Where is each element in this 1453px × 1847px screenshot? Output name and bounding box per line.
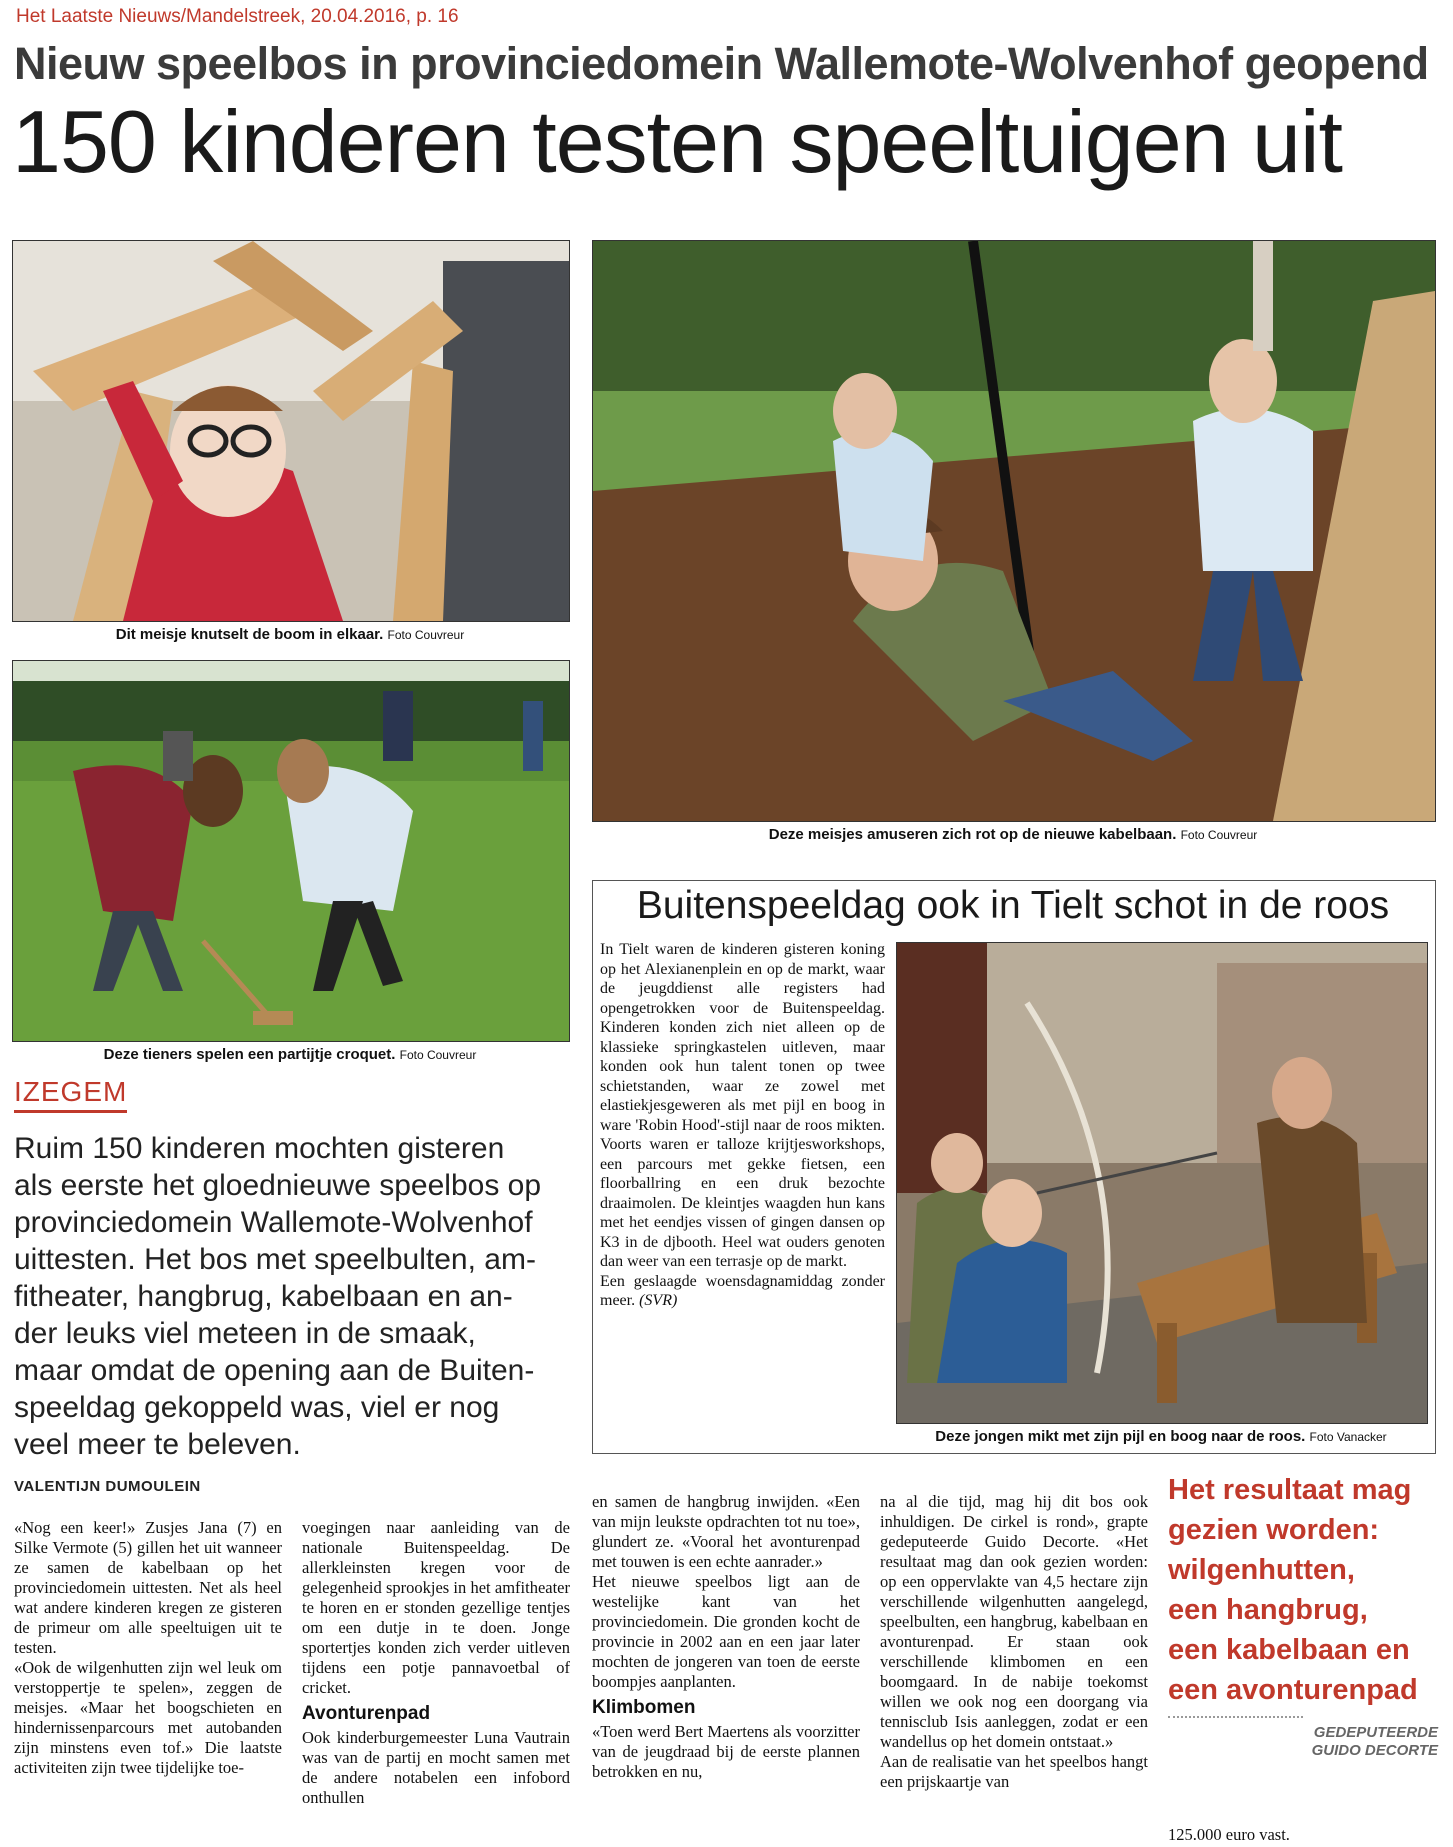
body-column-3: [592, 1492, 860, 1782]
caption-text: Deze tieners spelen een partijtje croquet.: [103, 1046, 396, 1063]
subhead-avonturenpad: Avonturenpad: [302, 1703, 431, 1724]
photo-cable-caption: [592, 826, 1434, 843]
caption-text: Dit meisje knutselt de boom in elkaar.: [115, 626, 384, 643]
intro-paragraph: [14, 1130, 554, 1463]
quote-line: een avonturenpad: [1168, 1674, 1418, 1706]
intro-line: provinciedomein Wallemote-Wolvenhof: [14, 1206, 533, 1239]
quote-line: gezien worden:: [1168, 1514, 1380, 1546]
box-text: [600, 940, 885, 1311]
intro-line: speeldag gekoppeld was, viel er nog: [14, 1391, 500, 1424]
quote-name: GUIDO DECORTE: [1311, 1742, 1438, 1759]
quote-divider: [1168, 1716, 1303, 1718]
body-column-2: [302, 1518, 570, 1808]
intro-line: Ruim 150 kinderen mochten gisteren: [14, 1132, 505, 1165]
intro-line: der leuks viel meteen in de smaak,: [14, 1317, 476, 1350]
box-paragraph: In Tielt waren de kinderen gisteren koning op het Alexianenplein en op de markt, waar de jeugddienst alle registers had opengetrokken voor de Buitenspeeldag. Kinderen konden zich niet alleen op de klassieke springkastelen uitleven, maar konden ook hun talent tonen op twee schietstanden, waar ze zowel met elastiekjesgeweren als met pijl en boog in ware 'Robin Hood'-stijl naar de roos mikten. Voorts waren er talloze krijtjesworkshops, een parcours met gekke fietsen, een floorballring en een druk bezochte draaimolen. De kleintjes waagden hun kans met het eendjes vissen of gingen dansen op K3 in de djbooth. Heel wat ouders genoten dan weer van een terrasje op de markt.: [600, 941, 885, 1270]
box-title: Buitenspeeldag ook in Tielt schot in de roos: [636, 884, 1390, 927]
pull-quote: [1168, 1470, 1438, 1710]
section-label: IZEGEM: [14, 1076, 127, 1113]
caption-text: Deze meisjes amuseren zich rot op de nieuwe kabelbaan.: [768, 826, 1177, 843]
photo-tree-girl-image: [13, 241, 569, 621]
box-author: (SVR): [639, 1292, 678, 1309]
photo-tree-girl: [12, 240, 570, 622]
main-headline: 150 kinderen testen speeltuigen uit: [12, 92, 1342, 191]
photo-croquet-caption: [12, 1046, 568, 1063]
quote-line: een kabelbaan en: [1168, 1634, 1410, 1666]
photo-cable-image: [593, 241, 1435, 821]
photo-archery-image: [897, 943, 1427, 1423]
body-paragraph: «Toen werd Bert Maertens als voorzitter van de jeugdraad bij de eerste plannen betrokken en nu,: [592, 1722, 860, 1781]
photo-credit: Foto Vanacker: [1309, 1430, 1387, 1444]
intro-line: fitheater, hangbrug, kabelbaan en an-: [14, 1280, 513, 1313]
quote-line: wilgenhutten,: [1168, 1554, 1355, 1586]
intro-line: veel meer te beleven.: [14, 1428, 301, 1461]
body-paragraph: voegingen naar aanleiding van de nationale Buitenspeeldag. De allerkleinsten kregen voor de gelegenheid sprookjes in het amfitheater te horen en er stonden gezellige tentjes om een dutje in te doen. Jonge sportertjes konden zich verder uitleven tijdens een potje pannavoetbal of cricket.: [302, 1518, 570, 1697]
photo-archery: [896, 942, 1428, 1424]
byline: VALENTIJN DUMOULEIN: [14, 1478, 201, 1495]
box-closing: [600, 1272, 885, 1311]
intro-line: als eerste het gloednieuwe speelbos op: [14, 1169, 542, 1202]
body-paragraph: Aan de realisatie van het speelbos hangt een prijskaartje van: [880, 1752, 1148, 1791]
body-paragraph: Ook kinderburgemeester Luna Vautrain was van de partij en mocht samen met de andere notabelen een infobord onthullen: [302, 1728, 570, 1807]
subhead-klimbomen: Klimbomen: [592, 1697, 696, 1718]
photo-archery-caption: [896, 1428, 1426, 1445]
photo-tree-girl-caption: [12, 626, 568, 643]
kicker-headline: Nieuw speelbos in provinciedomein Wallemote-Wolvenhof geopend: [14, 38, 1429, 89]
photo-credit: Foto Couvreur: [399, 1048, 477, 1062]
quote-source: [1168, 1724, 1438, 1760]
intro-line: uittesten. Het bos met speelbulten, am-: [14, 1243, 536, 1276]
photo-croquet: [12, 660, 570, 1042]
source-line: Het Laatste Nieuws/Mandelstreek, 20.04.2016, p. 16: [16, 6, 459, 27]
body-paragraph: «Nog een keer!» Zusjes Jana (7) en Silke Vermote (5) gillen het uit wanneer ze samen de kabelbaan op het provinciedomein uittesten. Net als heel wat andere kinderen kregen ze gisteren de primeur om alle speeltuigen uit te testen.: [14, 1518, 282, 1657]
body-paragraph: na al die tijd, mag hij dit bos ook inhuldigen. De cirkel is rond», grapte gedeputeerde Guido Decorte. «Het resultaat mag dan ook gezien worden: op een oppervlakte van 4,5 hectare zijn verschillende wilgenhutten aangelegd, speelbulten, een hangbrug, kabelbaan en avonturenpad. Er staan ook verschillende klimbomen en een boomgaard. In de nabije toekomst willen we ook nog een doorgang via tennisclub Isis aanleggen, zodat er een wandellus op het domein ontstaat.»: [880, 1492, 1148, 1751]
body-paragraph: Het nieuwe speelbos ligt aan de westelijke kant van het provinciedomein. Die gronden kocht de provincie in 2002 aan en een jaar later mochten de jongeren van toen de eerste boompjes aanplanten.: [592, 1572, 860, 1691]
photo-croquet-image: [13, 661, 569, 1041]
body-final-line: 125.000 euro vast.: [1168, 1825, 1290, 1844]
photo-credit: Foto Couvreur: [387, 628, 465, 642]
body-paragraph: «Ook de wilgenhutten zijn wel leuk om verstoppertje te spelen», zeggen de meisjes. «Maar het boogschieten en hindernissenparcours met autobanden zijn minstens even tof.» Die laatste activiteiten zijn twee tijdelijke toe-: [14, 1658, 282, 1777]
body-column-1: [14, 1518, 282, 1778]
caption-text: Deze jongen mikt met zijn pijl en boog naar de roos.: [935, 1428, 1306, 1445]
quote-line: Het resultaat mag: [1168, 1474, 1412, 1506]
intro-line: maar omdat de opening aan de Buiten-: [14, 1354, 535, 1387]
photo-cable: [592, 240, 1436, 822]
box-closing-text: Een geslaagde woensdagnamiddag zonder meer.: [600, 1272, 885, 1309]
quote-line: een hangbrug,: [1168, 1594, 1368, 1626]
photo-credit: Foto Couvreur: [1180, 828, 1258, 842]
body-paragraph: en samen de hangbrug inwijden. «Een van mijn leukste opdrachten tot nu toe», glundert ze. «Vooral het avonturenpad met touwen is een echte aanrader.»: [592, 1492, 860, 1571]
body-column-4: [880, 1492, 1148, 1792]
quote-role: GEDEPUTEERDE: [1313, 1724, 1438, 1741]
